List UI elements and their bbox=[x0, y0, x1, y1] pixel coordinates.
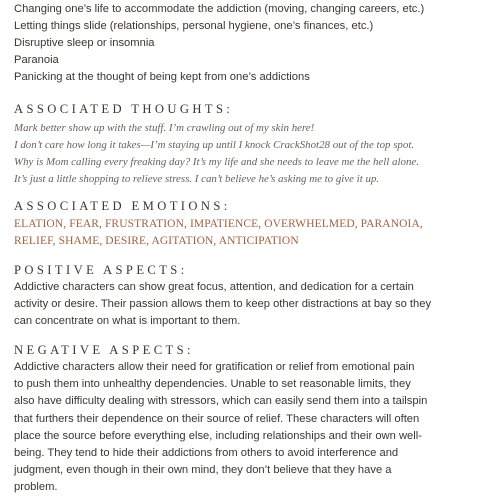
thought-line: It’s just a little shopping to relieve stress. I can’t believe he’s asking me to give it up. bbox=[14, 173, 380, 185]
section-heading: ASSOCIATED EMOTIONS: bbox=[14, 199, 231, 213]
negative-paragraph bbox=[14, 359, 427, 497]
emotions-line: ELATION, FEAR, FRUSTRATION, IMPATIENCE, OVERWHELMED, PARANOIA, bbox=[14, 218, 423, 230]
associated-thoughts-section bbox=[14, 102, 419, 188]
emotions-line: RELIEF, SHAME, DESIRE, AGITATION, ANTICIPATION bbox=[14, 234, 299, 247]
list-item: Panicking at the thought of being kept from one’s addictions bbox=[14, 71, 310, 83]
thought-line: Mark better show up with the stuff. I’m crawling out of my skin here! bbox=[14, 122, 315, 134]
thought-line: Why is Mom calling every freaking day? It’s my life and she needs to leave me the hell alone. bbox=[14, 156, 419, 168]
paragraph-line: activity or desire. Their passion allows them to keep other distractions at bay so they bbox=[14, 298, 432, 311]
emotions-list bbox=[14, 216, 423, 249]
behavior-list bbox=[14, 1, 424, 86]
thought-line: I don’t care how long it takes—I’m staying up until I knock CrackShot28 out of the top spot. bbox=[14, 139, 415, 151]
paragraph-line: can concentrate on what is important to them. bbox=[14, 315, 241, 328]
section-heading: ASSOCIATED THOUGHTS: bbox=[14, 102, 234, 116]
paragraph-line: also have difficulty dealing with stressors, which can easily send them into a tailspin bbox=[14, 395, 428, 408]
paragraph-line: being. They tend to hide their addictions from others to avoid interference and bbox=[14, 447, 399, 460]
associated-emotions-section bbox=[14, 199, 423, 249]
paragraph-line: that furthers their dependence on their source of relief. These characters will often bbox=[14, 412, 420, 425]
paragraph-line: problem. bbox=[14, 481, 58, 494]
section-heading: POSITIVE ASPECTS: bbox=[14, 263, 188, 277]
paragraph-line: place the source before everything else, including relationships and their own well- bbox=[14, 429, 422, 442]
positive-aspects-section bbox=[14, 263, 431, 331]
paragraph-line: Addictive characters allow their need for gratification or relief from emotional pain bbox=[14, 361, 415, 373]
paragraph-line: judgment, even though in their own mind, they don’t believe that they have a bbox=[14, 464, 392, 477]
list-item: Disruptive sleep or insomnia bbox=[14, 37, 155, 49]
section-heading: NEGATIVE ASPECTS: bbox=[14, 343, 194, 357]
positive-paragraph bbox=[14, 279, 431, 331]
negative-aspects-section bbox=[14, 343, 427, 497]
thoughts-list bbox=[14, 120, 419, 188]
paragraph-line: Addictive characters can show great focus, attention, and dedication for a certain bbox=[14, 281, 414, 293]
list-item: Changing one’s life to accommodate the addiction (moving, changing careers, etc.) bbox=[14, 3, 425, 15]
list-item: Letting things slide (relationships, personal hygiene, one’s finances, etc.) bbox=[14, 20, 374, 32]
paragraph-line: to push them into unhealthy dependencies. Unable to set reasonable limits, they bbox=[14, 378, 411, 391]
list-item: Paranoia bbox=[14, 54, 59, 66]
